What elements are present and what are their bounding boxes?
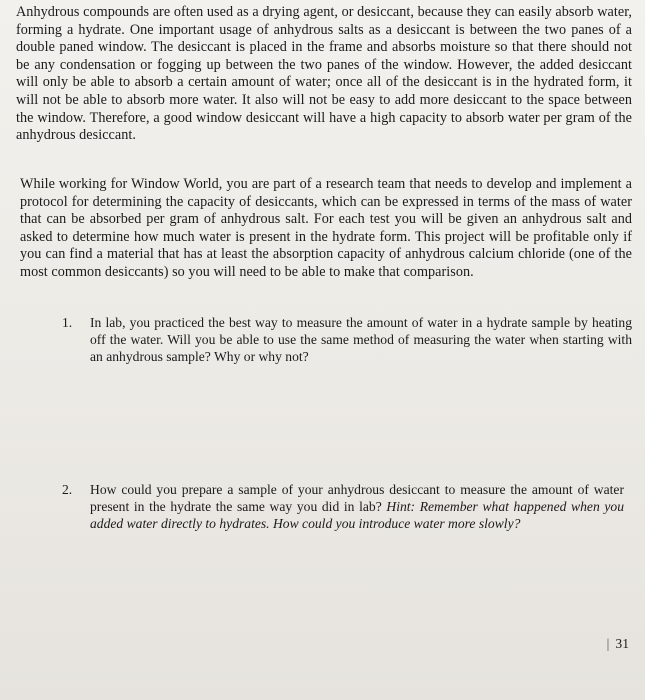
question-2-body	[90, 481, 624, 533]
question-2-number: 2.	[62, 482, 73, 497]
question-2-hint: Hint: Remember what happened when you added water directly to hydrates. How could you introduce water more slowly?	[90, 499, 625, 532]
scenario-paragraph: While working for Window World, you are part of a research team that needs to develop and implement a protocol for determining the capacity of desiccants, which can be expressed in terms of the mass of water that can be absorbed per gram of anhydrous salt. For each test you will be given an anhydrous salt and asked to determine how much water is present in the hydrate form. This project will be profitable only if you can find a material that has at least the absorption capacity of anhydrous calcium chloride (one of the most common desiccants) so you will need to be able to make that comparison.	[20, 176, 632, 280]
question-1	[62, 314, 632, 366]
question-1-text: In lab, you practiced the best way to measure the amount of water in a hydrate sample by heating off the water. Will you be able to use the same method of measuring the water when starting with an anhydrous sample? Why or why not?	[90, 315, 632, 365]
question-1-number: 1.	[62, 315, 73, 330]
intro-paragraph: Anhydrous compounds are often used as a drying agent, or desiccant, because they can easily absorb water, forming a hydrate. One important usage of anhydrous salts as a desiccant is between the two panes of a double paned window. The desiccant is placed in the frame and absorbs moisture so that there should not be any condensation or fogging up between the two panes of the window. However, the added desiccant will only be able to absorb a certain amount of water; once all of the desiccant is in the hydrated form, it will not be able to absorb more water. It also will not be easy to add more desiccant to the space between the window. Therefore, a good window desiccant will have a high capacity to absorb water per gram of the anhydrous desiccant.	[16, 4, 632, 144]
page-number-bar: |	[606, 636, 610, 651]
page-number	[607, 636, 629, 652]
question-2	[62, 481, 624, 533]
question-2-text: How could you prepare a sample of your anhydrous desiccant to measure the amount of water present in the hydrate the same way you did in lab?	[90, 482, 624, 515]
page-number-value: 31	[615, 636, 629, 651]
